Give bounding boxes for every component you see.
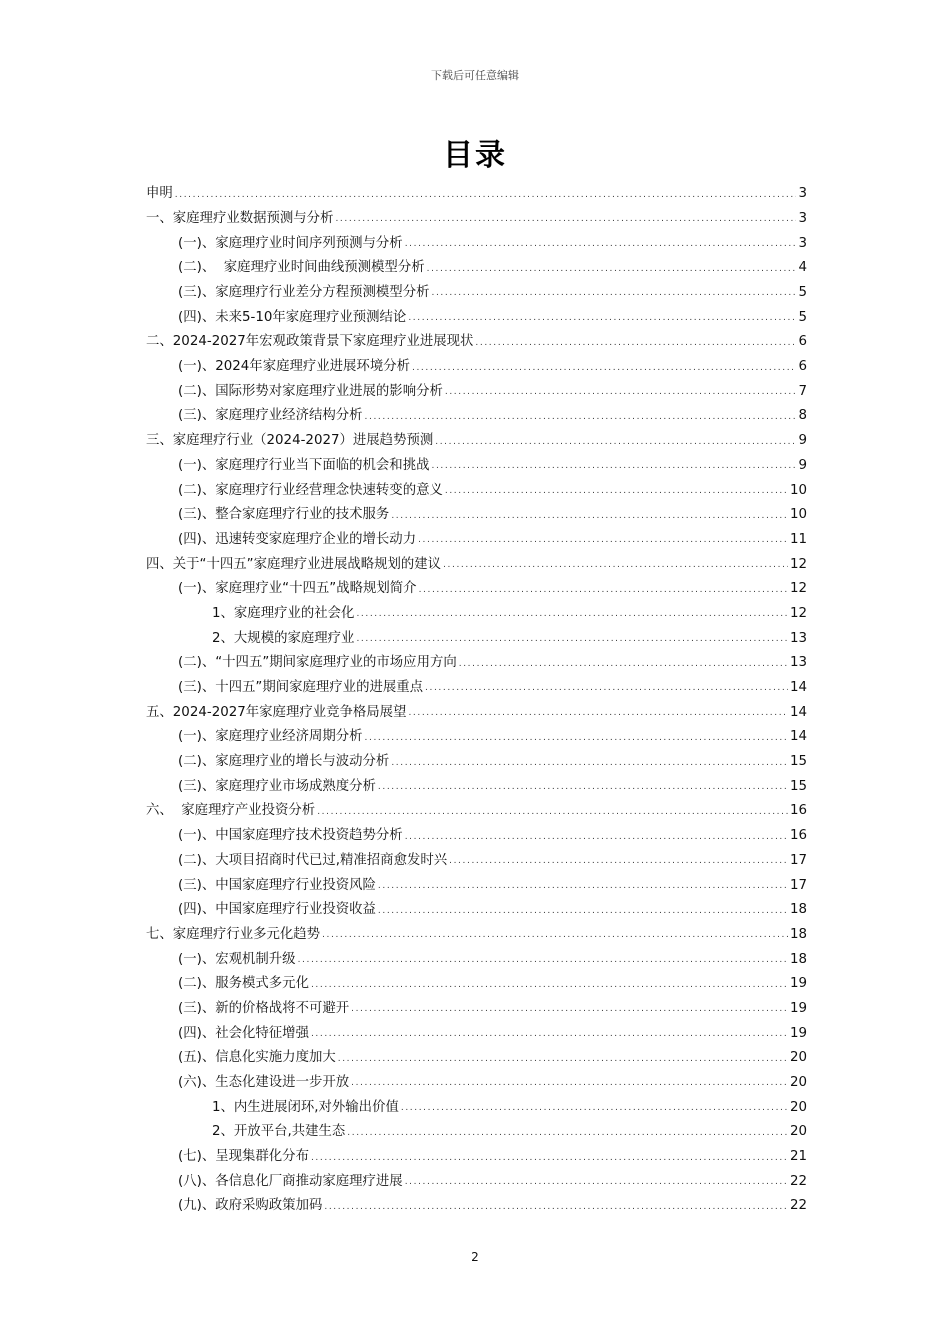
toc-entry[interactable]	[146, 225, 807, 250]
toc-entry-label: 五、2024-2027年家庭理疗业竞争格局展望	[146, 704, 407, 720]
toc-entry-page: 14	[789, 729, 807, 745]
toc-entry-label: (一)、家庭理疗业时间序列预测与分析	[178, 235, 403, 251]
toc-leader-dots	[311, 1154, 788, 1164]
toc-leader-dots	[405, 1178, 788, 1188]
toc-leader-dots	[322, 931, 788, 941]
toc-leader-dots	[311, 1030, 788, 1040]
toc-entry-page: 14	[789, 704, 807, 720]
toc-entry[interactable]	[146, 1188, 807, 1213]
toc-entry-label: (二)、国际形势对家庭理疗业进展的影响分析	[178, 383, 443, 399]
toc-leader-dots	[378, 783, 788, 793]
toc-leader-dots	[405, 240, 797, 250]
toc-entry-label: 七、家庭理疗行业多元化趋势	[146, 926, 321, 942]
toc-entry[interactable]	[146, 1065, 807, 1090]
toc-entry-page: 13	[789, 630, 807, 646]
toc-entry-page: 9	[798, 457, 807, 473]
toc-entry[interactable]	[146, 1015, 807, 1040]
toc-entry-page: 3	[798, 235, 807, 251]
toc-entry[interactable]	[146, 1139, 807, 1164]
toc-leader-dots	[365, 413, 797, 423]
toc-entry[interactable]	[146, 670, 807, 695]
toc-entry-label: (三)、十四五”期间家庭理疗业的进展重点	[178, 680, 424, 696]
toc-leader-dots	[378, 907, 788, 917]
toc-entry-label: 二、2024-2027年宏观政策背景下家庭理疗业进展现状	[146, 334, 474, 350]
toc-entry-label: (一)、宏观机制升级	[178, 951, 296, 967]
toc-entry[interactable]	[146, 299, 807, 324]
toc-entry-page: 20	[789, 1075, 807, 1091]
toc-entry-page: 20	[789, 1124, 807, 1140]
toc-entry-page: 6	[798, 334, 807, 350]
toc-entry-label: (三)、中国家庭理疗行业投资风险	[178, 877, 376, 893]
toc-entry-label: 一、家庭理疗业数据预测与分析	[146, 210, 334, 226]
toc-entry-page: 17	[789, 877, 807, 893]
toc-leader-dots	[378, 882, 788, 892]
toc-entry[interactable]	[146, 250, 807, 275]
toc-entry-label: 2、大规模的家庭理疗业	[212, 630, 355, 646]
page-header: 下载后可任意编辑	[431, 69, 519, 82]
toc-entry-page: 18	[789, 951, 807, 967]
toc-entry-page: 8	[798, 408, 807, 424]
toc-entry[interactable]	[146, 349, 807, 374]
toc-leader-dots	[408, 314, 796, 324]
toc-entry[interactable]	[146, 966, 807, 991]
toc-leader-dots	[443, 561, 788, 571]
toc-entry[interactable]	[146, 176, 807, 201]
toc-entry[interactable]	[146, 892, 807, 917]
toc-leader-dots	[449, 857, 788, 867]
toc-leader-dots	[419, 586, 788, 596]
toc-leader-dots	[347, 1129, 788, 1139]
toc-entry-label: (一)、家庭理疗行业当下面临的机会和挑战	[178, 457, 430, 473]
toc-entry-page: 14	[789, 680, 807, 696]
toc-entry[interactable]	[146, 793, 807, 818]
toc-leader-dots	[401, 1104, 788, 1114]
toc-leader-dots	[408, 709, 787, 719]
toc-entry-page: 17	[789, 852, 807, 868]
toc-entry[interactable]	[146, 324, 807, 349]
toc-entry-label: (三)、整合家庭理疗行业的技术服务	[178, 507, 390, 523]
toc-entry-label: (二)、家庭理疗业的增长与波动分析	[178, 754, 390, 770]
toc-entry-label: 申明	[146, 186, 173, 202]
toc-entry-page: 3	[798, 186, 807, 202]
toc-entry-page: 19	[789, 976, 807, 992]
toc-entry-label: (二)、 家庭理疗业时间曲线预测模型分析	[178, 260, 425, 276]
toc-entry[interactable]	[146, 571, 807, 596]
toc-entry-label: 2、开放平台,共建生态	[212, 1124, 346, 1140]
toc-entry[interactable]	[146, 620, 807, 645]
toc-entry-label: (三)、家庭理疗业经济结构分析	[178, 408, 363, 424]
toc-entry-page: 19	[789, 1000, 807, 1016]
toc-entry[interactable]	[146, 472, 807, 497]
toc-entry-label: (六)、生态化建设进一步开放	[178, 1075, 350, 1091]
toc-leader-dots	[356, 610, 788, 620]
toc-entry-label: (七)、呈现集群化分布	[178, 1149, 309, 1165]
toc-entry-label: (二)、大项目招商时代已过,精准招商愈发时兴	[178, 852, 448, 868]
toc-entry-label: (二)、“十四五”期间家庭理疗业的市场应用方向	[178, 655, 457, 671]
toc-entry[interactable]	[146, 398, 807, 423]
toc-entry[interactable]	[146, 991, 807, 1016]
toc-entry-label: (四)、社会化特征增强	[178, 1025, 309, 1041]
toc-entry[interactable]	[146, 769, 807, 794]
toc-leader-dots	[445, 487, 788, 497]
toc-entry-page: 5	[798, 285, 807, 301]
toc-entry[interactable]	[146, 1164, 807, 1189]
toc-leader-dots	[351, 1079, 788, 1089]
toc-leader-dots	[435, 438, 796, 448]
toc-entry-page: 13	[789, 655, 807, 671]
toc-entry-page: 9	[798, 433, 807, 449]
toc-entry-page: 6	[798, 359, 807, 375]
toc-entry-page: 11	[789, 531, 807, 547]
toc-entry-page: 22	[789, 1173, 807, 1189]
toc-entry-page: 7	[798, 383, 807, 399]
toc-entry-page: 20	[789, 1099, 807, 1115]
toc-entry-page: 12	[789, 605, 807, 621]
toc-leader-dots	[175, 191, 797, 201]
toc-leader-dots	[412, 364, 796, 374]
toc-entry-page: 16	[789, 828, 807, 844]
toc-entry[interactable]	[146, 694, 807, 719]
toc-entry-label: (二)、家庭理疗行业经营理念快速转变的意义	[178, 482, 443, 498]
toc-entry-label: 1、内生进展闭环,对外输出价值	[212, 1099, 399, 1115]
toc-entry[interactable]	[146, 719, 807, 744]
toc-entry[interactable]	[146, 448, 807, 473]
toc-entry-page: 18	[789, 926, 807, 942]
toc-entry-label: (一)、中国家庭理疗技术投资趋势分析	[178, 828, 403, 844]
toc-entry-page: 12	[789, 581, 807, 597]
toc-entry-page: 10	[789, 482, 807, 498]
toc-entry-page: 10	[789, 507, 807, 523]
toc-entry-page: 3	[798, 210, 807, 226]
toc-leader-dots	[335, 215, 796, 225]
toc-leader-dots	[317, 808, 788, 818]
toc-entry-page: 16	[789, 803, 807, 819]
toc-entry[interactable]	[146, 645, 807, 670]
toc-entry-page: 12	[789, 556, 807, 572]
toc-entry-label: 1、家庭理疗业的社会化	[212, 605, 355, 621]
toc-leader-dots	[459, 660, 788, 670]
toc-leader-dots	[475, 339, 796, 349]
toc-entry[interactable]	[146, 1089, 807, 1114]
toc-leader-dots	[298, 956, 788, 966]
toc-leader-dots	[324, 1203, 788, 1213]
toc-entry-label: (一)、家庭理疗业经济周期分析	[178, 729, 363, 745]
toc-leader-dots	[405, 833, 788, 843]
toc-leader-dots	[351, 1005, 788, 1015]
toc-entry-page: 20	[789, 1050, 807, 1066]
toc-entry[interactable]	[146, 275, 807, 300]
toc-leader-dots	[431, 289, 796, 299]
toc-entry-label: (九)、政府采购政策加码	[178, 1198, 323, 1214]
toc-entry-label: (四)、中国家庭理疗行业投资收益	[178, 902, 376, 918]
toc-leader-dots	[445, 388, 797, 398]
toc-entry[interactable]	[146, 917, 807, 942]
toc-entry-label: (三)、家庭理疗行业差分方程预测模型分析	[178, 285, 430, 301]
toc-entry-label: (一)、2024年家庭理疗业进展环境分析	[178, 359, 410, 375]
toc-entry-label: (二)、服务模式多元化	[178, 976, 309, 992]
toc-entry[interactable]	[146, 818, 807, 843]
toc-entry-page: 22	[789, 1198, 807, 1214]
toc-leader-dots	[311, 981, 788, 991]
toc-entry[interactable]	[146, 522, 807, 547]
toc-entry-page: 15	[789, 754, 807, 770]
toc-entry-label: (四)、未来5-10年家庭理疗业预测结论	[178, 309, 407, 325]
toc-entry-page: 19	[789, 1025, 807, 1041]
toc-leader-dots	[365, 734, 788, 744]
table-of-contents	[146, 176, 807, 1213]
toc-entry[interactable]	[146, 596, 807, 621]
toc-entry-label: 六、 家庭理疗产业投资分析	[146, 803, 316, 819]
toc-leader-dots	[431, 462, 796, 472]
toc-entry-label: (八)、各信息化厂商推动家庭理疗进展	[178, 1173, 403, 1189]
toc-entry-label: (四)、迅速转变家庭理疗企业的增长动力	[178, 531, 417, 547]
toc-leader-dots	[391, 759, 788, 769]
toc-entry[interactable]	[146, 546, 807, 571]
toc-entry-label: (一)、家庭理疗业“十四五”战略规划简介	[178, 581, 417, 597]
toc-entry[interactable]	[146, 867, 807, 892]
toc-entry[interactable]	[146, 201, 807, 226]
toc-leader-dots	[338, 1055, 788, 1065]
toc-entry[interactable]	[146, 1040, 807, 1065]
toc-entry[interactable]	[146, 843, 807, 868]
toc-leader-dots	[425, 684, 788, 694]
toc-leader-dots	[427, 265, 797, 275]
toc-entry[interactable]	[146, 497, 807, 522]
toc-leader-dots	[356, 635, 788, 645]
toc-title: 目录	[443, 138, 507, 173]
toc-leader-dots	[391, 512, 788, 522]
toc-entry-label: 四、关于“十四五”家庭理疗业进展战略规划的建议	[146, 556, 442, 572]
toc-entry-page: 21	[789, 1149, 807, 1165]
toc-entry-label: (五)、信息化实施力度加大	[178, 1050, 336, 1066]
toc-entry-page: 5	[798, 309, 807, 325]
toc-entry-page: 4	[798, 260, 807, 276]
toc-entry[interactable]	[146, 744, 807, 769]
toc-entry[interactable]	[146, 374, 807, 399]
toc-entry[interactable]	[146, 941, 807, 966]
toc-entry[interactable]	[146, 1114, 807, 1139]
toc-entry-label: 三、家庭理疗行业（2024-2027）进展趋势预测	[146, 433, 434, 449]
toc-entry-label: (三)、家庭理疗业市场成熟度分析	[178, 778, 376, 794]
toc-entry-page: 18	[789, 902, 807, 918]
toc-entry-page: 15	[789, 778, 807, 794]
toc-entry-label: (三)、新的价格战将不可避开	[178, 1000, 350, 1016]
toc-leader-dots	[418, 536, 788, 546]
toc-entry[interactable]	[146, 423, 807, 448]
page-number: 2	[471, 1250, 479, 1264]
